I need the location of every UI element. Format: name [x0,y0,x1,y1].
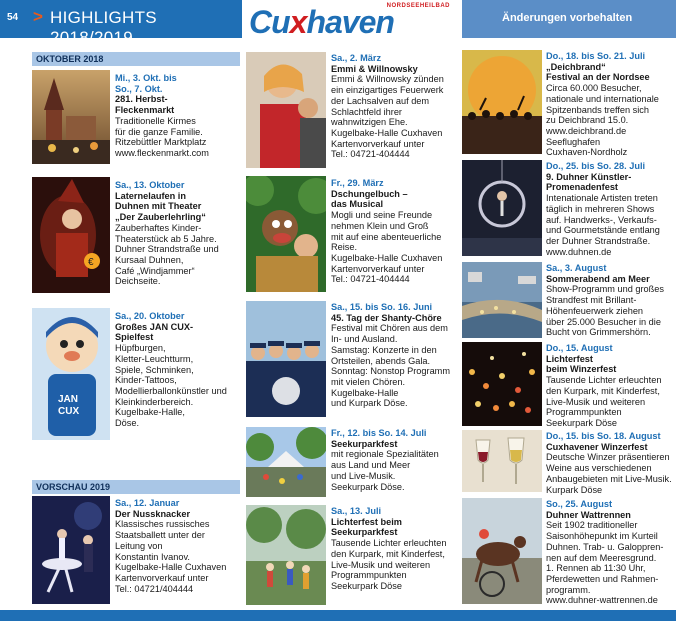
event-date: Do., 15. bis So. 18. August [546,431,661,441]
event-title: Lichterfest beim Seekurparkfest [331,516,402,538]
event-description: Emmi & Willnowsky zünden ein einzigartiges Feuerwerk der Lachsalven auf dem Schlachtfeld ihrer wahnwitzigen Ehe. Kugelbake-Halle Cuxhaven Kartenvorverkauf unter Tel.: 04721-404444 [331,74,444,160]
event-date: Sa., 15. bis So. 16. Juni [331,302,433,312]
event-entry [546,343,672,429]
event-title: Cuxhavener Winzerfest [546,441,648,452]
event-entry [115,311,241,429]
logo-subline: NORDSEEHEILBAD [386,3,450,9]
event-entry [331,53,455,160]
event-date: Mi., 3. Okt. bis So., 7. Okt. [115,73,177,94]
event-title: Großes JAN CUX- Spielfest [115,321,194,343]
event-entry [331,178,455,285]
photo-lichterfest-winzerfest [462,342,542,426]
event-entry [331,506,455,592]
logo-word-post: haven [306,4,394,40]
photo-emmi-willnowsky [246,52,326,168]
header-bar [0,0,242,47]
photo-wattrennen [462,498,542,604]
event-title: Duhner Wattrennen [546,509,631,520]
event-date: Do., 18. bis So. 21. Juli [546,51,646,61]
svg-text:€: € [88,257,94,268]
event-date: Sa., 12. Januar [115,498,180,508]
event-description: Seit 1902 traditioneller Saisonhöhepunkt im Kurteil Duhnen. Trab- u. Galoppren- nen auf dem Meeresgrund. 1. Rennen ab 11:30 Uhr, Pferdewetten und Rahmen- programm. www.duhner-wattrennen.de [546,520,664,606]
event-entry [546,499,672,606]
event-title: Seekurparkfest [331,438,398,449]
photo-nussknacker [32,496,110,604]
event-date: Sa., 13. Juli [331,506,382,516]
event-description: Zauberhaftes Kinder- Theaterstück ab 5 Jahre. Duhner Strandstraße und Kursaal Duhnen, Café „Windjammer“ Deichseite. [115,222,219,287]
photo-sommerabend [462,262,542,338]
photo-dschungelbuch [246,176,326,292]
event-description: Hüpfburgen, Kletter-Leuchtturm, Spiele, Schminken, Kinder-Tattoos, Modellierballonkünstler und Kleinkinderbereich. Kugelbake-Halle, Döse. [115,343,227,429]
photo-laternelaufen [32,177,110,293]
event-entry [115,180,241,287]
event-date: Fr., 12. bis So. 14. Juli [331,428,427,438]
event-entry [546,263,672,338]
event-title: Dschungelbuch – das Musical [331,188,408,210]
event-title: Der Nussknacker [115,508,191,519]
logo-word-pre: Cu [249,4,290,40]
event-description: Klassisches russisches Staatsballett unter der Leitung von Konstantin Ivanov. Kugelbake-Halle Cuxhaven Kartenvorverkauf unter Tel.: 04721/404444 [115,519,227,594]
event-title: 45. Tag der Shanty-Chöre [331,312,442,323]
photo-fleckenmarkt [32,70,110,164]
event-date: Sa., 3. August [546,263,607,273]
chevron-right-icon: > [33,7,43,26]
event-title: Sommerabend am Meer [546,273,650,284]
photo-deichbrand [462,50,542,154]
event-description: Tausende Lichter erleuchten den Kurpark, mit Kinderfest, Live-Musik und weiteren Programmpunkten Seekurpark Döse [546,375,662,428]
page-number: 54 [7,12,19,23]
photo-lichterfest-seekurpark [246,505,326,605]
event-entry [546,431,672,495]
event-date: Sa., 13. Oktober [115,180,185,190]
footer-bar [0,610,676,621]
event-entry [115,498,241,594]
logo-word [249,4,394,41]
photo-seekurparkfest [246,427,326,497]
svg-text:JAN: JAN [58,394,79,405]
event-date: Do., 15. August [546,343,613,353]
notice-bar [462,0,676,38]
event-description: Deutsche Winzer präsentieren Weine aus verschiedenen Anbaugebieten mit Live-Musik. Kurpark Döse [546,452,672,495]
photo-shanty-choir [246,301,326,417]
event-title: Laternelaufen in Duhnen mit Theater „Der Zauberlehrling“ [115,190,206,223]
event-title: 9. Duhner Künstler- Promenadenfest [546,171,632,193]
event-date: Fr., 29. März [331,178,384,188]
event-title: Lichterfest beim Winzerfest [546,353,617,375]
event-title: Emmi & Willnowsky [331,63,418,74]
notice-text: Änderungen vorbehalten [502,12,633,24]
event-entry [331,302,455,409]
section-october: OKTOBER 2018 [32,52,240,66]
event-entry [115,73,241,159]
photo-winzerfest [462,430,542,492]
event-description: Show-Programm und großes Strandfest mit Brillant- Höhenfeuerwerk ziehen über 25.000 Besucher in die Bucht von Grimmershörn. [546,284,664,338]
event-entry [546,51,672,158]
section-preview: VORSCHAU 2019 [32,480,240,494]
logo-word-x: x [289,4,307,40]
event-description: Traditionelle Kirmes für die ganze Familie. Ritzebüttler Marktplatz www.fleckenmarkt.com [115,115,209,158]
svg-text:CUX: CUX [58,406,80,417]
event-date: So., 25. August [546,499,613,509]
photo-jan-cux-mascot [32,308,110,440]
event-entry [331,428,455,492]
event-title: „Deichbrand“ Festival an der Nordsee [546,61,650,83]
event-date: Sa., 2. März [331,53,382,63]
event-description: Intenationale Artisten treten täglich in mehreren Shows auf. Handwerks-, Verkaufs- und Gourmetstände entlang der Duhner Strandstraße. www.duhnen.de [546,193,660,257]
event-date: Do., 25. bis So. 28. Juli [546,161,646,171]
event-entry [546,161,672,257]
photo-promenadenfest [462,160,542,256]
event-description: Tausende Lichter erleuchten den Kurpark, mit Kinderfest, Live-Musik und weiteren Programmpunkten Seekurpark Döse [331,538,447,591]
event-date: Sa., 20. Oktober [115,311,185,321]
event-description: Circa 60.000 Besucher, nationale und internationale Spitzenbands treffen sich zu Deichbrand 15.0. www.deichbrand.de Seeflughafen Cuxhaven-Nordholz [546,83,659,158]
event-title: 281. Herbst- Fleckenmarkt [115,94,175,116]
cuxhaven-logo [244,0,458,38]
event-description: mit regionale Spezialitäten aus Land und Meer und Live-Musik. Seekurpark Döse. [331,449,439,492]
event-description: Festival mit Chören aus dem In- und Ausland. Samstag: Konzerte in den Ortsteilen, abends Gala. Sonntag: Nonstop Programm mit vielen Chören. Kugelbake-Halle und Kurpark Döse. [331,323,450,409]
event-description: Mogli und seine Freunde nehmen Klein und Groß mit auf eine abenteuerliche Reise. Kugelbake-Halle Cuxhaven Kartenvorverkauf unter Tel.: 04721-404444 [331,210,443,285]
page-title: HIGHLIGHTS 2018/2019 [50,8,157,47]
